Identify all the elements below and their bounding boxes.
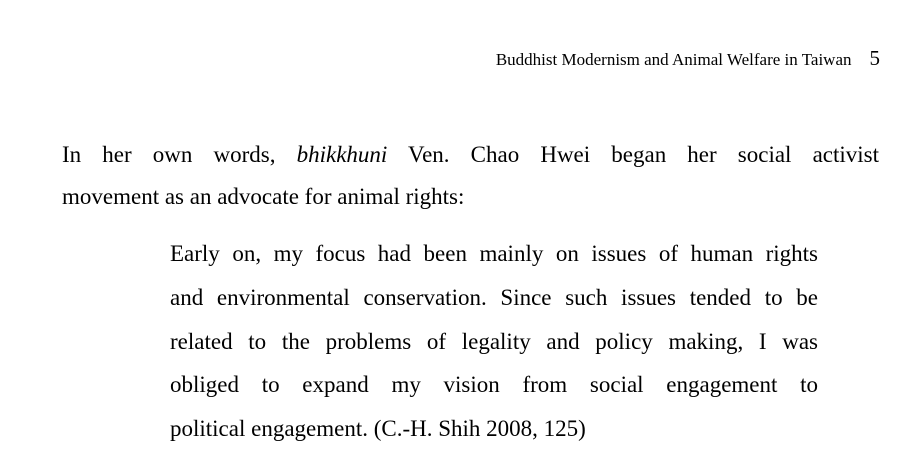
- intro-line-1: [62, 134, 879, 176]
- intro-text-before: In her own words,: [62, 142, 297, 167]
- quote-line: and environmental conservation. Since such issues tended to be: [170, 284, 818, 310]
- running-head: [496, 46, 880, 73]
- intro-text-after: Ven. Chao Hwei began her social activist: [387, 142, 879, 167]
- running-title: Buddhist Modernism and Animal Welfare in Taiwan: [495, 50, 852, 69]
- intro-line-2: movement as an advocate for animal rights:: [62, 184, 465, 209]
- quote-line: related to the problems of legality and policy making, I was: [170, 328, 818, 354]
- quote-line: obliged to expand my vision from social engagement to: [170, 372, 818, 398]
- quote-line: political engagement. (C.-H. Shih 2008, 125): [170, 416, 586, 442]
- intro-paragraph: [62, 134, 879, 218]
- block-quote: [170, 232, 818, 451]
- intro-term: bhikkhuni: [296, 142, 388, 167]
- quote-line: Early on, my focus had been mainly on issues of human rights: [170, 241, 818, 266]
- page-number: 5: [869, 46, 880, 70]
